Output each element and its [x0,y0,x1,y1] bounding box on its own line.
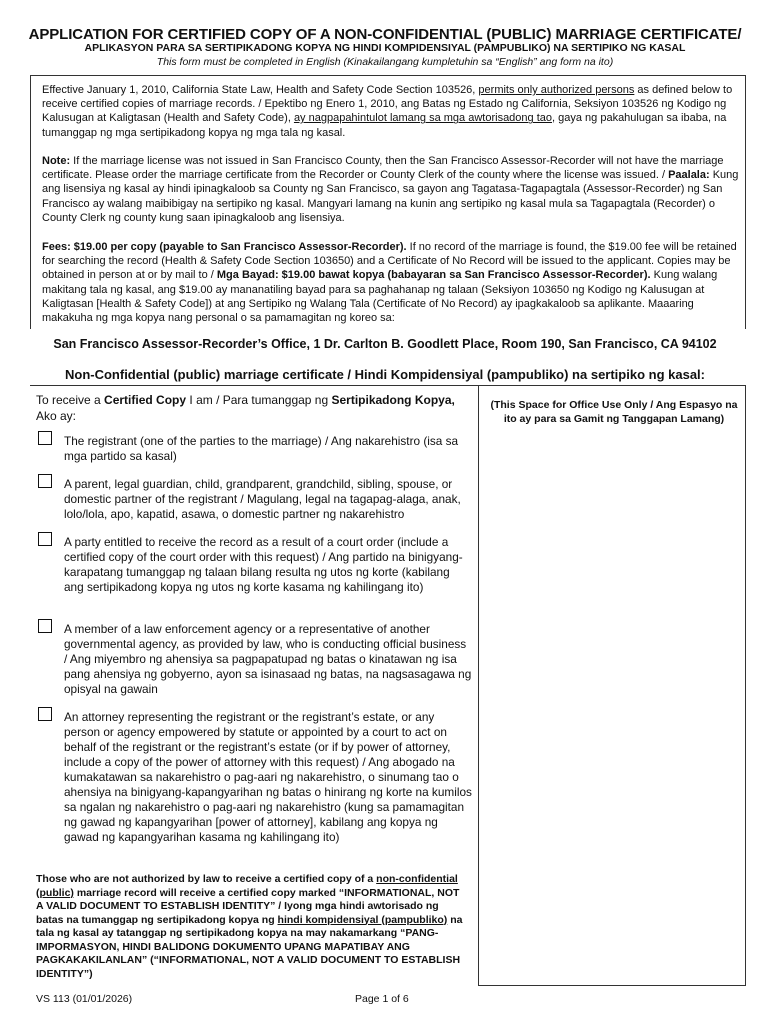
option-court-order: A party entitled to receive the record as a result of a court order (include a certified copy of the court order with this request) / Ang partido na binigyang-karapatang tumanggap ng talaan bilang resulta ng utos ng korte (kabilang ang sertipikadong kopya ng utos ng korte kasama ng kahilingang ito) [64,535,463,594]
intro-paragraph: Effective January 1, 2010, California State Law, Health and Safety Code Section 103526, permits only authorized persons as defined below to receive certified copies of marriage records. / Epektibo ng Enero 1, 2010, ang Batas ng Estado ng California, Seksiyon 103526 ng Kodigo ng Kalusugan at Kaligtasan (Health and Safety Code), ay nagpapahintulot lamang sa mga awtorisadong tao, gaya ng pakahulugan sa ibaba, na tumanggap ng mga sertipikadong kopya ng mga tala ng kasal. [42,84,733,139]
option-attorney: An attorney representing the registrant or the registrant’s estate, or any person or agency empowered by statute or appointed by a court to act on behalf of the registrant or the registrant’s estate (or if by power of attorney, include a copy of the power of attorney with this request) / Ang abogado na kumakatawan sa nakarehistro o pag-aari ng nakarehistro, o sinumang tao o ahensiya na binigyang-kapangyarihan ng batas o hinirang ng korte na kumilos sa ngalan ng nakarehistro o pag-aari ng nakarehistro (kung sa pamamagitan ng gawad ng kapangyarihan [power of attorney], kabilang ang kopya ng gawad ng kapangyarihan kasama ng kahilingang ito) [64,710,472,844]
note-paragraph: Note: If the marriage license was not issued in San Francisco County, then the San Francisco Assessor-Recorder will not have the marriage certificate. Please order the marriage certificate from the Recorder or County Clerk of the county where the license was issued. / Paalala: Kung ang lisensiya ng kasal ay hindi ipinagkaloob sa County ng San Francisco, sa gayon ang Tagatasa-Tagapagtala (Assessor-Recorder) ng San Francisco ay walang maibibigay na sertipiko ng kasal. Mangyari lamang na kunin ang sertipiko ng kasal mula sa Tagapagtala (Recorder) o County Clerk ng county kung saan ipinagkaloob ang lisensiya. [42,155,739,224]
checkbox-family-member[interactable] [38,474,52,488]
eligibility-lead: To receive a Certified Copy I am / Para tumanggap ng Sertipikadong Kopya, Ako ay: [36,393,455,423]
checkbox-attorney[interactable] [38,707,52,721]
option-family-member: A parent, legal guardian, child, grandparent, grandchild, sibling, spouse, or domestic partner of the registrant / Magulang, legal na tagapag-alaga, anak, lolo/lola, apo, kapatid, asawa, o domestic partner ng nakarehistro [64,477,461,521]
option-law-enforcement: A member of a law enforcement agency or a representative of another governmental agency, as provided by law, who is conducting official business / Ang miyembro ng ahensiya sa pagpapatupad ng batas o kinatawan ng isa pang ahensiya ng gobyerno, ayon sa isinasaad ng batas, na nagsasagawa ng opisyal na gawain [64,622,472,696]
page-number: Page 1 of 6 [355,993,409,1005]
office-address: San Francisco Assessor-Recorder’s Office, 1 Dr. Carlton B. Goodlett Place, Room 190, San Francisco, CA 94102 [53,337,717,351]
office-use-label: (This Space for Office Use Only / Ang Espasyo na ito ay para sa Gamit ng Tanggapan Lamang) [490,399,738,425]
option-registrant: The registrant (one of the parties to the marriage) / Ang nakarehistro (isa sa mga partido sa kasal) [64,434,459,463]
section-heading: Non-Confidential (public) marriage certificate / Hindi Kompidensiyal (pampubliko) na sertipiko ng kasal: [65,367,705,382]
form-subtitle: APLIKASYON PARA SA SERTIPIKADONG KOPYA NG HINDI KOMPIDENSIYAL (PAMPUBLIKO) NA SERTIPIKO NG KASAL [84,42,686,54]
checkbox-registrant[interactable] [38,431,52,445]
form-title: APPLICATION FOR CERTIFIED COPY OF A NON-CONFIDENTIAL (PUBLIC) MARRIAGE CERTIFICATE/ [28,26,742,43]
checkbox-law-enforcement[interactable] [38,619,52,633]
fees-paragraph: Fees: $19.00 per copy (payable to San Francisco Assessor-Recorder). If no record of the marriage is found, the $19.00 fee will be retained for searching the record (Health & Safety Code Section 103650) and a Certificate of No Record will be issued to the applicant. Copies may be obtained in person at or by mail to / Mga Bayad: $19.00 bawat kopya (babayaran sa San Francisco Assessor-Recorder). Kung walang makitang tala ng kasal, ang $19.00 ay mananatiling bayad para sa paghahanap ng talaan (Seksiyon 103650 ng Kodigo ng Kalusugan at Kaligtasan [Health & Safety Code]) at ang Sertipiko ng Walang Tala (Certificate of No Record) ay ipagkakaloob sa aplikante. Maaaring makakuha ng mga kopya nang personal o sa pamamagitan ng koreo sa: [42,241,737,325]
informational-notice: Those who are not authorized by law to receive a certified copy of a non-confidential (public) marriage record will receive a certified copy marked “INFORMATIONAL, NOT A VALID DOCUMENT TO ESTABLISH IDENTITY” / Iyong mga hindi awtorisado ng batas na tumanggap ng sertipikadong kopya ng hindi kompidensiyal (pampubliko) na tala ng kasal ay tatanggap ng sertipikadong kopya na may nakamarkang “PANG-IMPORMASYON, HINDI BALIDONG DOKUMENTO UPANG MAPATIBAY ANG PAGKAKAKILANLAN” (“INFORMATIONAL, NOT A VALID DOCUMENT TO ESTABLISH IDENTITY”) [36,873,463,980]
form-id: VS 113 (01/01/2026) [36,993,133,1005]
language-instruction: This form must be completed in English (Kinakailangang kumpletuhin sa “English” ang form na ito) [156,56,614,68]
checkbox-court-order[interactable] [38,532,52,546]
office-use-box [478,386,746,986]
